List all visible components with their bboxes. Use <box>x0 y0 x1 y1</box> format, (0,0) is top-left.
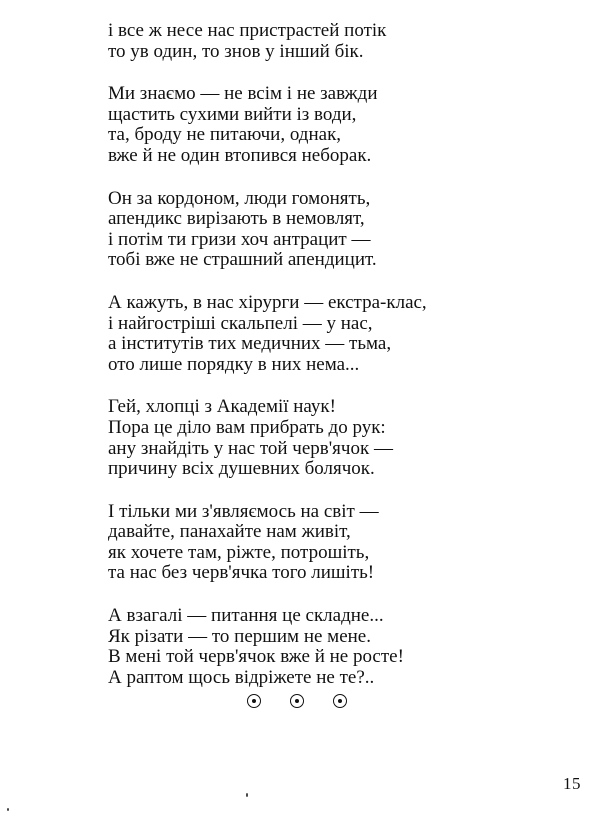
poem-line: щастить сухими вийти із води, <box>108 103 357 125</box>
poem-line: Як різати — то першим не мене. <box>108 625 371 647</box>
poem-line: ану знайдіть у нас той черв'ячок — <box>108 437 393 459</box>
poem-line: давайте, панахайте нам живіт, <box>108 521 351 543</box>
circle-dot-icon <box>290 694 304 708</box>
stanza <box>108 502 528 584</box>
poem-line: та, броду не питаючи, однак, <box>108 124 342 146</box>
poem-line: то ув один, то знов у інший бік. <box>108 40 364 62</box>
stanza <box>108 21 528 62</box>
poem-line: В мені той черв'ячок вже й не росте! <box>108 646 404 668</box>
page-number: 15 <box>563 774 581 793</box>
scan-speck <box>246 793 248 797</box>
scan-speck <box>7 808 9 811</box>
poem-line: як хочете там, ріжте, потрошіть, <box>108 541 370 563</box>
poem <box>108 21 528 710</box>
poem-line: і найгостріші скальпелі — у нас, <box>108 312 373 334</box>
poem-line: і потім ти гризи хоч антрацит — <box>108 228 371 250</box>
poem-line: вже й не один втопився неборак. <box>108 144 372 166</box>
poem-line: причину всіх душевних болячок. <box>108 458 375 480</box>
poem-line: Гей, хлопці з Академії наук! <box>108 396 336 418</box>
poem-line: А взагалі — питання це складне... <box>108 605 384 627</box>
poem-line: а інститутів тих медичних — тьма, <box>108 333 392 355</box>
poem-line: Ми знаємо — не всім і не завжди <box>108 83 378 105</box>
stanza <box>108 84 528 166</box>
poem-line: тобі вже не страшний апендицит. <box>108 249 377 271</box>
stanza <box>108 293 528 375</box>
poem-line: та нас без черв'ячка того лишіть! <box>108 562 375 584</box>
stanza <box>108 606 528 688</box>
stanza <box>108 397 528 479</box>
section-divider <box>247 694 347 708</box>
poem-line: А раптом щось відріжете не те?.. <box>108 666 375 688</box>
poem-line: і все ж несе нас пристрастей потік <box>108 20 387 41</box>
poem-line: Пора це діло вам прибрать до рук: <box>108 416 386 438</box>
poem-line: апендикс вирізають в немовлят, <box>108 208 365 230</box>
poem-line: ото лише порядку в них нема... <box>108 353 360 375</box>
poem-line: А кажуть, в нас хірурги — екстра-клас, <box>108 291 427 313</box>
circle-dot-icon <box>333 694 347 708</box>
poem-line: Он за кордоном, люди гомонять, <box>108 187 371 209</box>
circle-dot-icon <box>247 694 261 708</box>
poem-line: І тільки ми з'являємось на світ — <box>108 500 379 522</box>
stanza <box>108 189 528 271</box>
